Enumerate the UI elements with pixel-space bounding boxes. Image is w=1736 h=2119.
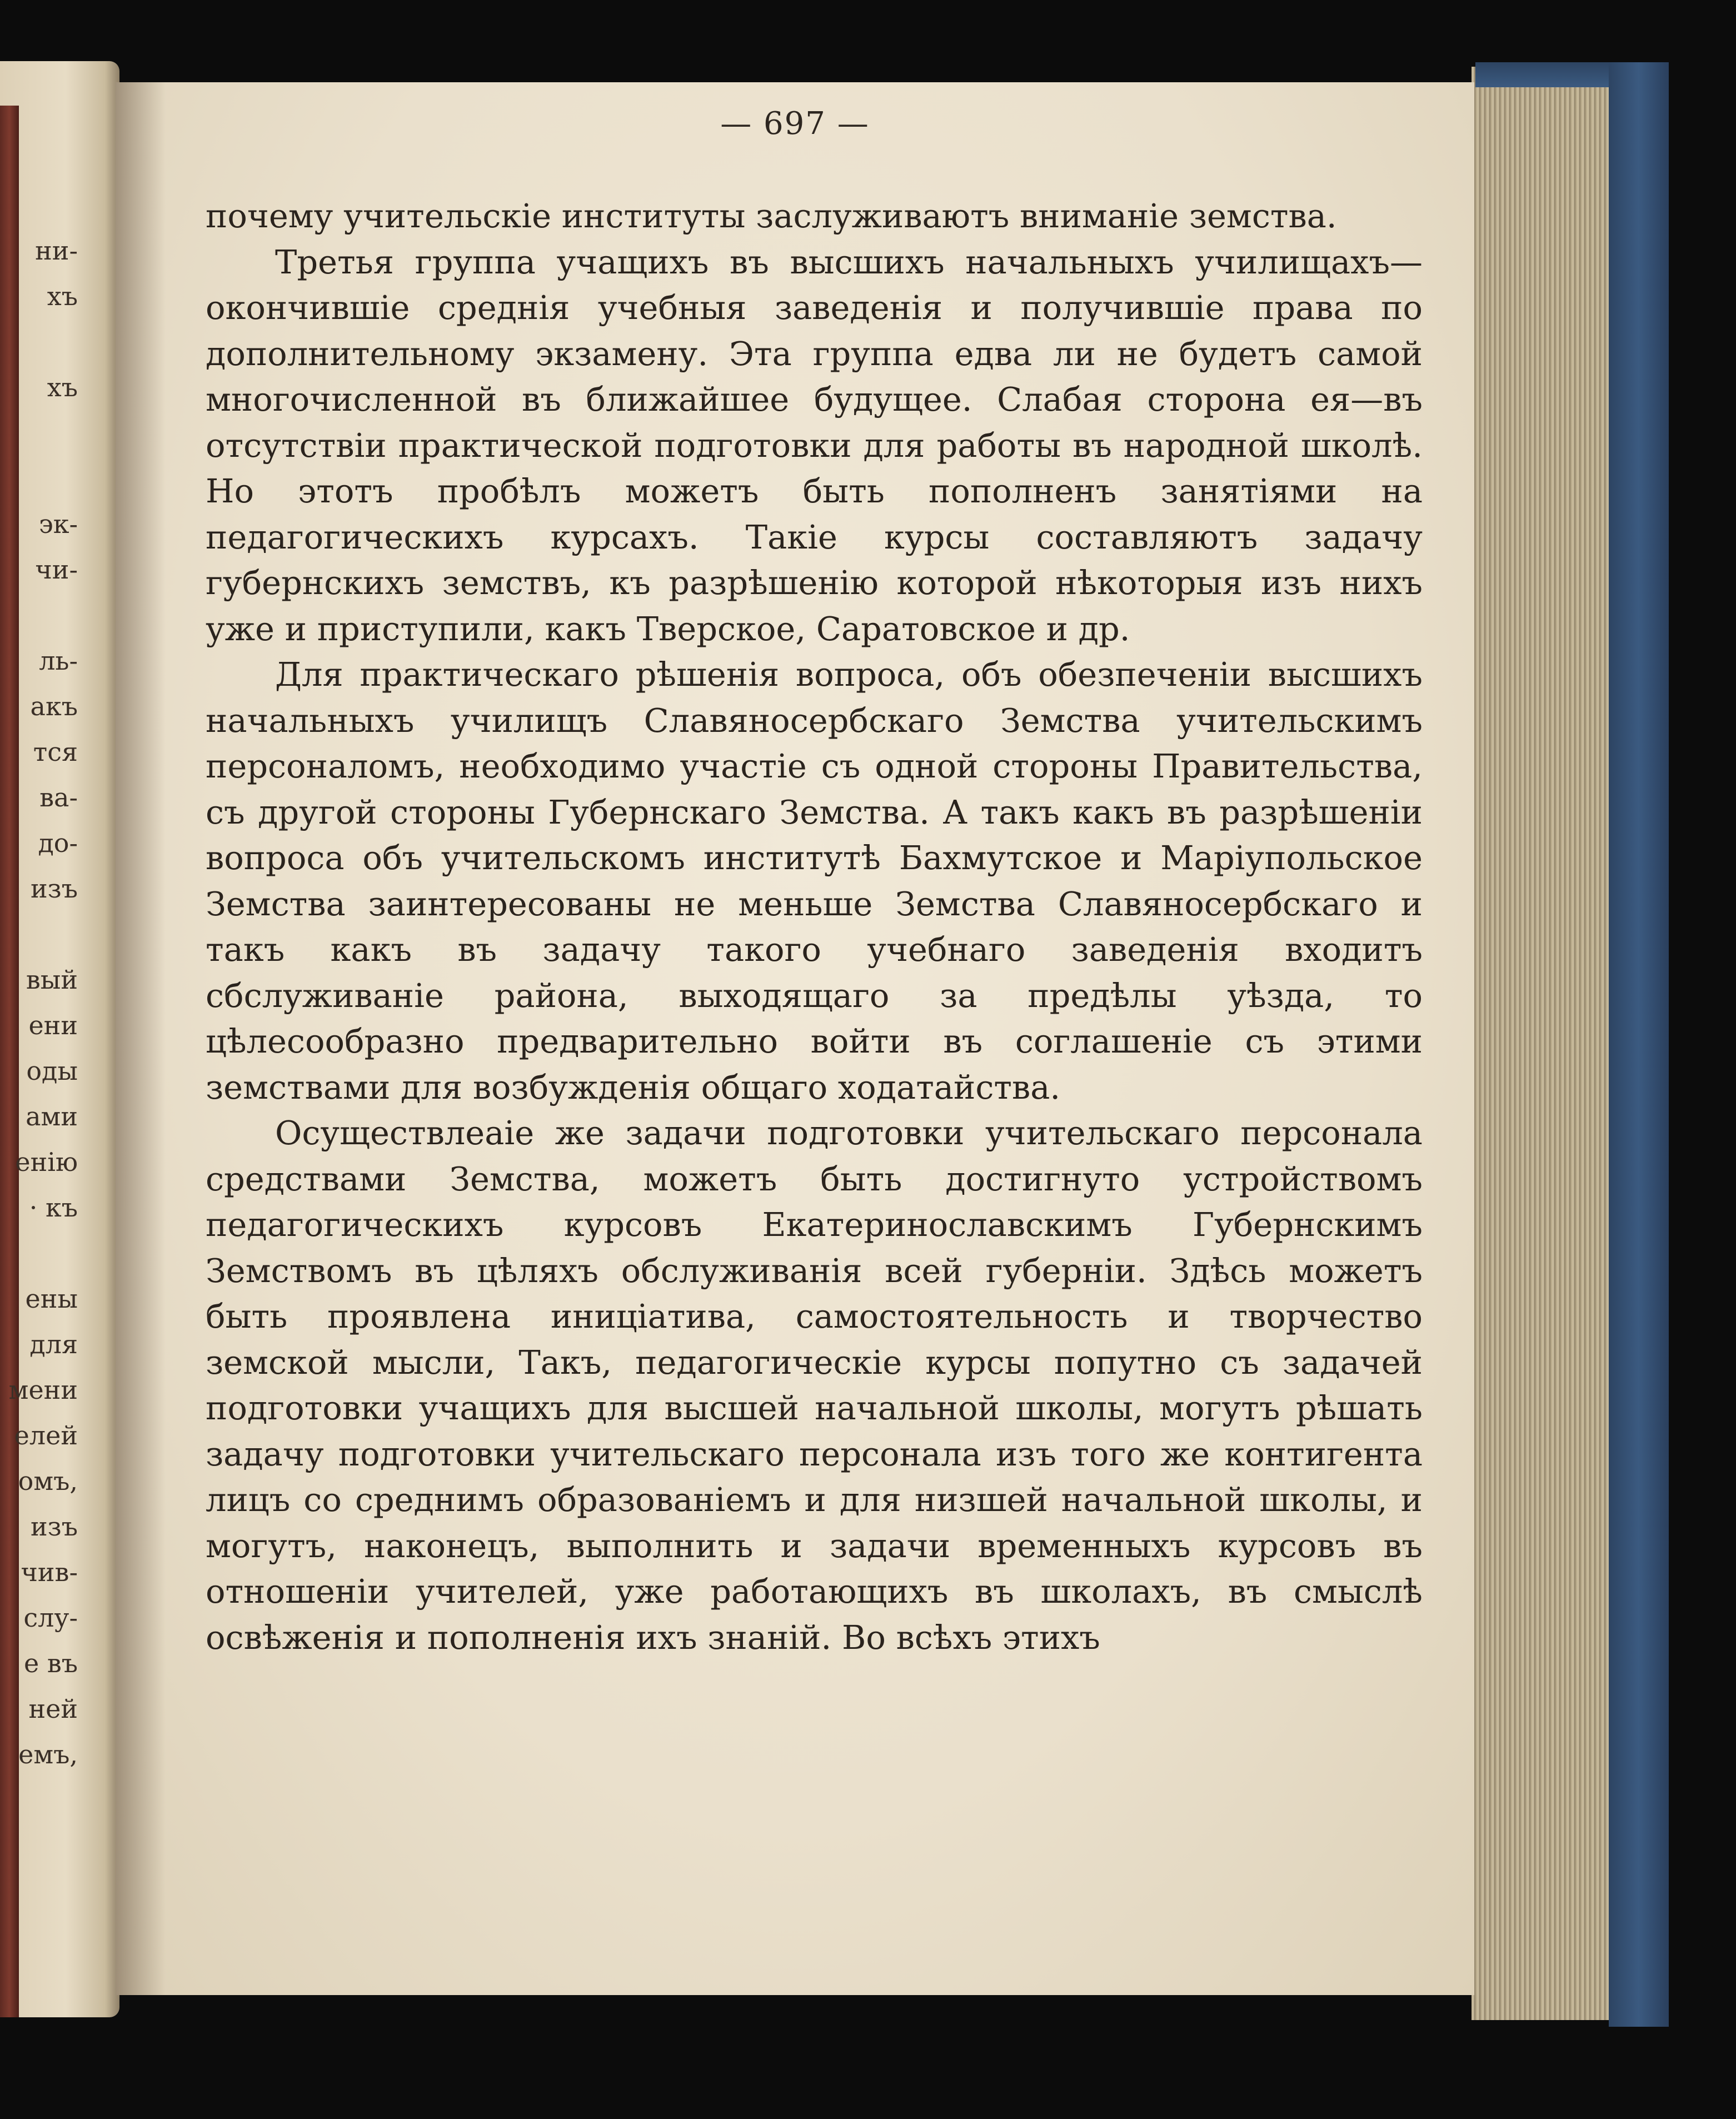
page-number: — 697 — [720, 106, 870, 142]
previous-page-fragment [0, 1230, 78, 1276]
previous-page-fragment: ами [26, 1101, 78, 1131]
previous-page-fragment: чи- [35, 555, 78, 585]
previous-page-fragment: оды [26, 1056, 78, 1086]
previous-page-fragment: чив- [21, 1557, 78, 1587]
previous-page-fragment: е въ [23, 1648, 78, 1678]
book-page [116, 82, 1474, 1995]
previous-page-fragment: изъ [30, 874, 78, 904]
previous-page-fragment: ни- [35, 236, 78, 266]
previous-page-fragment: для [29, 1329, 78, 1359]
previous-page-fragment: хъ [47, 372, 78, 402]
previous-page-fragment: хъ [47, 281, 78, 311]
previous-page-fragment: ль- [39, 646, 78, 676]
previous-page-fragment: · къ [29, 1193, 78, 1223]
previous-page-fragment: изъ [30, 1512, 78, 1542]
previous-page-fragment: елей [14, 1420, 78, 1450]
body-text [206, 193, 1423, 1661]
paragraph-1: почему учительскіе институты заслуживаютъ вниманіе земства. [206, 197, 1337, 235]
previous-page-text-fragments [0, 228, 78, 1777]
previous-page-fragment: тся [33, 737, 78, 767]
previous-page-fragment [0, 592, 78, 638]
previous-page-fragment: мени [8, 1375, 78, 1405]
previous-page-fragment: ней [28, 1694, 78, 1724]
page-edges [1471, 67, 1613, 2020]
previous-page-fragment: эк- [38, 509, 78, 539]
previous-page-fragment: омъ, [18, 1466, 78, 1496]
paragraph-2: Третья группа учащихъ въ высшихъ начальныхъ училищахъ—окончившіе среднія учебныя заведенія и получившіе права по дополнительному экзамену. Эта группа едва ли не будетъ самой многочисленной въ ближайшее будущее. Слабая сторона ея—въ отсутствіи практической подготовки для работы въ народной школѣ. Но этотъ пробѣлъ можетъ быть пополненъ занятіями на педагогическихъ курсахъ. Такіе курсы составляютъ задачу губернскихъ земствъ, къ разрѣшенію которой нѣкоторыя изъ нихъ уже и приступили, какъ Тверское, Саратовское и др. [206, 242, 1423, 648]
gutter-shadow [116, 82, 166, 1995]
blue-book-cover [1609, 62, 1669, 2027]
paragraph-3: Для практическаго рѣшенія вопроса, объ обезпеченіи высшихъ начальныхъ училищъ Славяносербскаго Земства учительскимъ персоналомъ, необходимо участіе съ одной стороны Правительства, съ другой стороны Губернскаго Земства. А такъ какъ въ разрѣшеніи вопроса объ учительскомъ институтѣ Бахмутское и Маріупольское Земства заинтересованы не меньше Земства Славяносербскаго и такъ какъ въ задачу такого учебнаго заведенія входитъ сбслуживаніе района, выходящаго за предѣлы уѣзда, то цѣлесообразно предварительно войти въ соглашеніе съ этими земствами для возбужденія общаго ходатайства. [206, 655, 1423, 1106]
previous-page-fragment: слу- [23, 1603, 78, 1633]
previous-page-fragment: вый [26, 965, 78, 995]
previous-page-fragment: ени [28, 1010, 78, 1040]
previous-page-edge [0, 61, 119, 2017]
previous-page-fragment: до- [38, 828, 78, 858]
previous-page-fragment: акъ [30, 691, 78, 721]
previous-page-fragment [0, 911, 78, 957]
previous-page-fragment: енію [15, 1147, 78, 1177]
previous-page-fragment [0, 456, 78, 501]
previous-page-fragment [0, 319, 78, 365]
previous-page-fragment [0, 410, 78, 456]
paragraph-4: Осуществлеаіе же задачи подготовки учительскаго персонала средствами Земства, можетъ быть достигнуто устройствомъ педагогическихъ курсовъ Екатеринославскимъ Губернскимъ Земствомъ въ цѣляхъ обслуживанія всей губерніи. Здѣсь можетъ быть проявлена иниціатива, самостоятельность и творчество земской мысли, Такъ, педагогическіе курсы попутно съ задачей подготовки учащихъ для высшей начальной школы, могутъ рѣшать задачу подготовки учительскаго персонала изъ того же контигента лицъ со среднимъ образованіемъ и для низшей начальной школы, и могутъ, наконецъ, выполнить и задачи временныхъ курсовъ въ отношеніи учителей, уже работающихъ въ школахъ, въ смыслѣ освѣженія и пополненія ихъ знаній. Во всѣхъ этихъ [206, 1114, 1423, 1657]
previous-page-fragment: ва- [39, 782, 78, 812]
previous-page-fragment: емъ, [18, 1739, 78, 1769]
previous-page-fragment: ены [25, 1284, 78, 1314]
